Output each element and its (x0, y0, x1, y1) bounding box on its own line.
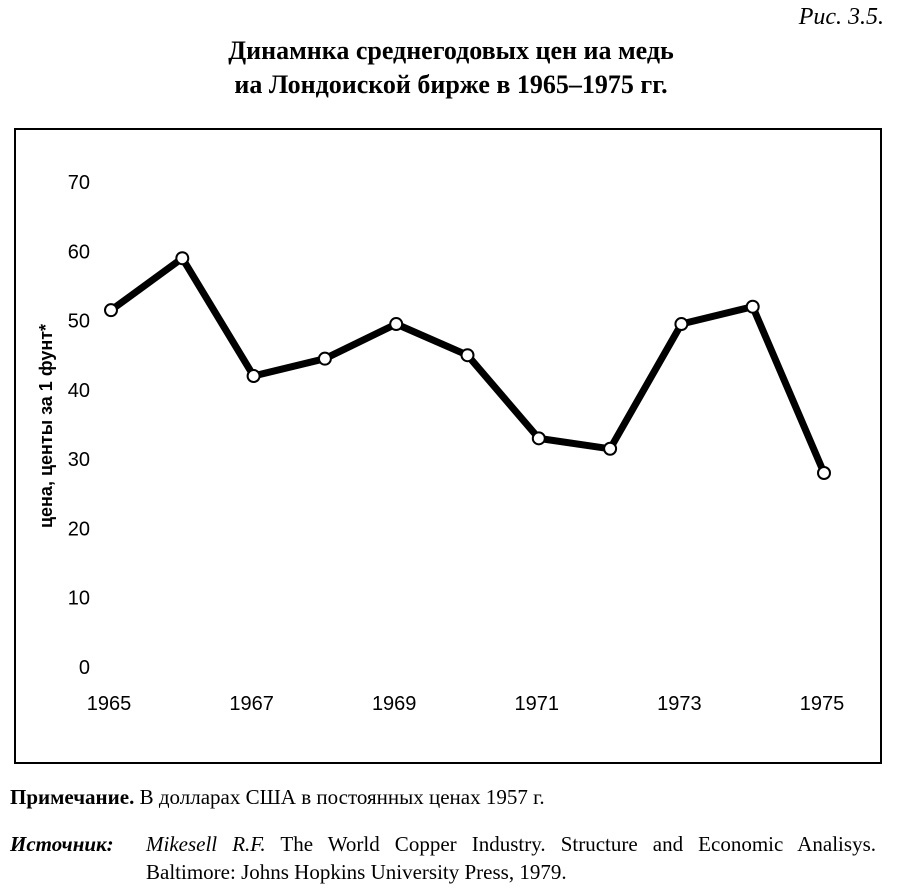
data-point-1969 (390, 318, 402, 330)
y-tick-labels (68, 172, 90, 679)
data-point-1970 (462, 349, 474, 361)
y-axis-label: цена, центы за 1 фунт* (36, 323, 56, 529)
data-point-1975 (818, 467, 830, 479)
data-point-1971 (533, 432, 545, 444)
series-line (111, 258, 824, 473)
y-tick-label: 50 (67, 310, 90, 333)
source-text: The World Copper Industry. Structure and Economic Analisys. Baltimore: Johns Hopkins University Press, 1979. (146, 832, 876, 884)
data-point-1968 (319, 353, 331, 365)
data-point-1974 (747, 301, 759, 313)
title-line-1: Динамнка среднегодовых цен иа медь (228, 36, 674, 65)
data-point-1967 (248, 370, 260, 382)
note-text: В долларах США в постоянных ценах 1957 г. (139, 785, 545, 809)
chart-frame (14, 128, 882, 764)
x-tick-label: 1967 (229, 693, 274, 715)
data-points (105, 252, 830, 479)
figure-label: Рис. 3.5. (798, 4, 884, 30)
x-tick-label: 1971 (514, 693, 560, 715)
line-chart (16, 130, 880, 762)
x-tick-label: 1973 (657, 693, 702, 715)
x-tick-label: 1965 (86, 693, 132, 715)
data-point-1972 (604, 443, 616, 455)
y-tick-label: 30 (67, 449, 90, 472)
x-tick-label: 1975 (799, 693, 845, 715)
title-line-2: иа Лондоиской бирже в 1965–1975 гг. (234, 70, 668, 99)
chart-source (10, 830, 876, 886)
x-tick-label: 1969 (371, 693, 417, 715)
data-point-1966 (176, 252, 188, 264)
y-tick-label: 20 (67, 518, 90, 541)
chart-title (0, 34, 902, 102)
note-lead: Примечание. (10, 785, 135, 809)
y-tick-label: 60 (67, 241, 90, 264)
y-tick-label: 10 (67, 587, 90, 610)
y-tick-label: 70 (67, 172, 90, 194)
y-tick-label: 40 (67, 379, 90, 402)
data-point-1965 (105, 304, 117, 316)
source-body (146, 830, 876, 886)
chart-note (10, 785, 545, 810)
data-point-1973 (675, 318, 687, 330)
y-tick-label: 0 (78, 657, 90, 679)
x-tick-labels (87, 693, 845, 715)
source-lead: Источник: (10, 832, 114, 856)
source-author: Mikesell R.F. (146, 832, 266, 856)
